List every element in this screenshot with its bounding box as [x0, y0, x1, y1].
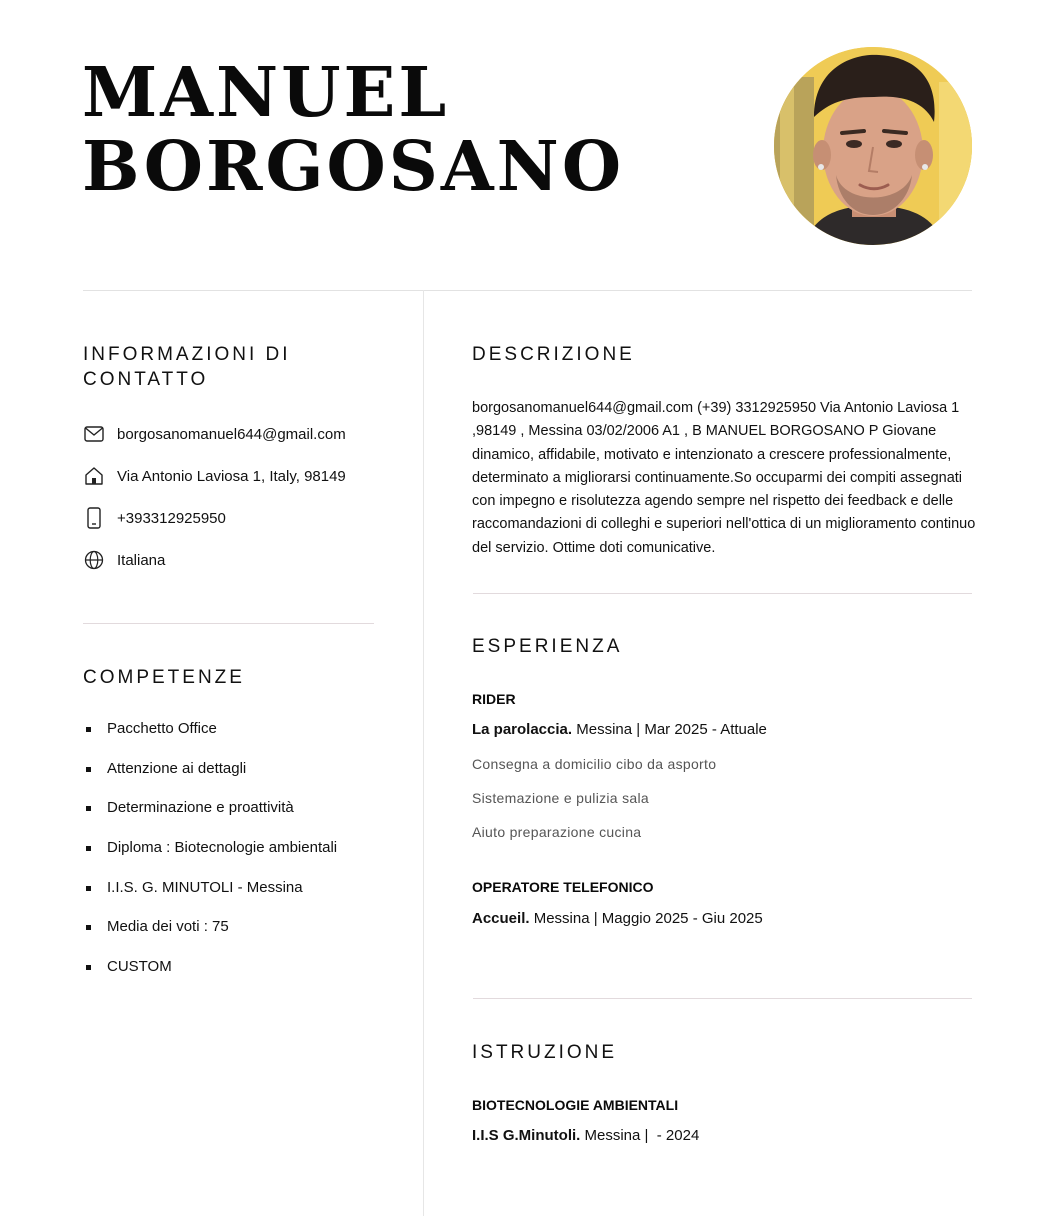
contact-heading-line2: CONTATTO — [83, 369, 209, 390]
phone-icon — [83, 507, 105, 529]
skills-heading: COMPETENZE — [83, 667, 245, 688]
contact-address-text: Via Antonio Laviosa 1, Italy, 98149 — [117, 467, 346, 485]
contact-email-text: borgosanomanuel644@gmail.com — [117, 425, 346, 443]
experience-heading: ESPERIENZA — [472, 636, 623, 657]
contact-email[interactable] — [83, 423, 346, 445]
education-heading: ISTRUZIONE — [472, 1042, 618, 1063]
profile-photo — [774, 47, 972, 245]
job-details: Messina | Maggio 2025 - Giu 2025 — [533, 910, 763, 927]
skill-text: Diploma : Biotecnologie ambientali — [107, 839, 338, 857]
description-divider — [473, 593, 972, 594]
contact-nationality — [83, 549, 165, 571]
bullet — [86, 925, 91, 930]
education-school: I.I.S G.Minutoli. — [472, 1127, 581, 1144]
job-company-line — [472, 721, 767, 738]
bullet — [86, 727, 91, 732]
skill-item — [83, 879, 337, 919]
contact-heading-line1: INFORMAZIONI DI — [83, 344, 291, 365]
skill-text: Pacchetto Office — [107, 720, 217, 737]
job-title: RIDER — [472, 691, 516, 707]
job-task: Aiuto preparazione cucina — [472, 824, 642, 840]
left-divider — [83, 623, 374, 624]
job-company: Accueil. — [472, 910, 530, 927]
skill-text: CUSTOM — [107, 958, 172, 976]
job-company-line — [472, 910, 763, 927]
top-divider — [83, 290, 972, 291]
skill-item — [83, 839, 337, 879]
last-name: BORGOSANO — [82, 127, 625, 207]
first-name: MANUEL — [82, 53, 450, 133]
job-task: Sistemazione e pulizia sala — [472, 790, 649, 806]
home-icon — [83, 465, 105, 487]
skill-text: Media dei voti : 75 — [107, 918, 229, 936]
job-title: OPERATORE TELEFONICO — [472, 879, 654, 895]
skill-item — [83, 720, 337, 760]
skill-item — [83, 799, 337, 839]
bullet — [86, 846, 91, 851]
contact-phone-text: +393312925950 — [117, 509, 226, 527]
description-heading: DESCRIZIONE — [472, 344, 635, 365]
globe-icon — [83, 549, 105, 571]
skill-item — [83, 760, 337, 800]
job-company: La parolaccia. — [472, 721, 573, 738]
bullet — [86, 767, 91, 772]
experience-divider — [473, 998, 972, 999]
contact-heading — [83, 342, 291, 392]
contact-phone[interactable] — [83, 507, 226, 529]
description-text: borgosanomanuel644@gmail.com (+39) 3312925950 Via Antonio Laviosa 1 ,98149 , Messina 03/02/2006 A1 , B MANUEL BORGOSANO P Giovane dinamico, affidabile, motivato e intenzionato a crescere professionalmente, determinato a migliorarsi continuamente.So occuparmi dei compiti assegnati con impegno e risolutezza agendo sempre nel rispetto dei feedback e delle raccomandazioni di colleghi e superiori nell'ottica di un miglioramento continuo del servizio. Ottime doti comunicative. — [472, 400, 976, 556]
skills-list — [83, 720, 337, 998]
skill-text: Determinazione e proattività — [107, 799, 294, 817]
skill-item — [83, 958, 337, 998]
education-details: Messina | - 2024 — [584, 1127, 700, 1144]
bullet — [86, 806, 91, 811]
contact-address — [83, 465, 346, 487]
full-name — [82, 53, 625, 207]
job-task: Consegna a domicilio cibo da asporto — [472, 756, 717, 772]
bullet — [86, 965, 91, 970]
skill-text: Attenzione ai dettagli — [107, 759, 247, 777]
column-divider — [423, 290, 424, 1216]
education-title: BIOTECNOLOGIE AMBIENTALI — [472, 1097, 679, 1113]
mail-icon — [83, 423, 105, 445]
education-school-line — [472, 1127, 699, 1144]
bullet — [86, 886, 91, 891]
contact-nationality-text: Italiana — [117, 551, 166, 569]
skill-item — [83, 918, 337, 958]
skill-text: I.I.S. G. MINUTOLI - Messina — [107, 878, 303, 896]
job-details: Messina | Mar 2025 - Attuale — [576, 721, 767, 738]
